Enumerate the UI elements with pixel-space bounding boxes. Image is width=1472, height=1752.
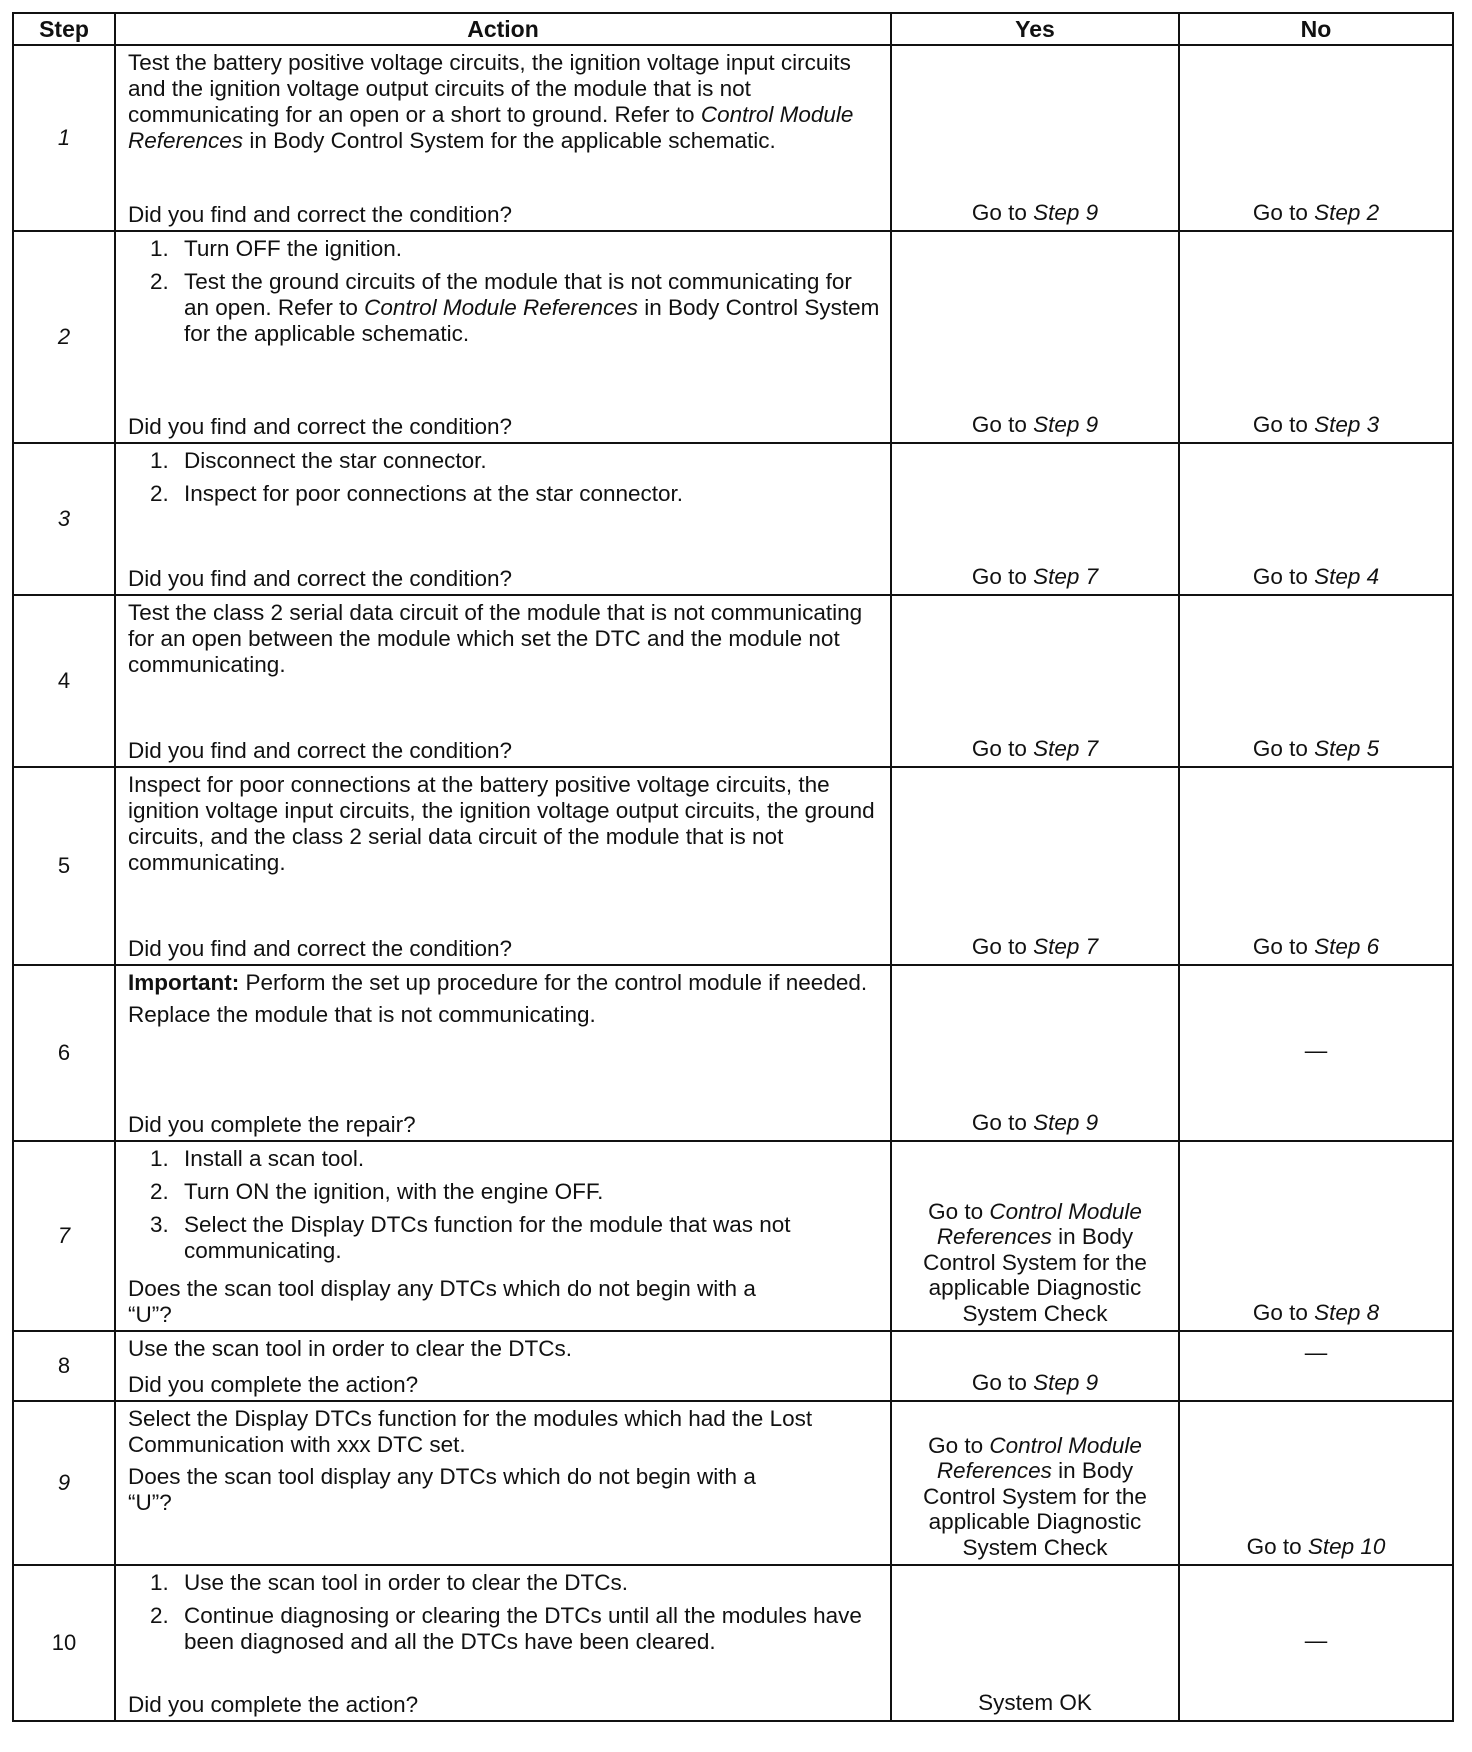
table-row: [13, 767, 1453, 965]
table-row: [13, 1401, 1453, 1565]
action-list: [128, 1570, 882, 1655]
step-number: 5: [13, 767, 115, 965]
action-question: Does the scan tool display any DTCs which do not begin with a “U”?: [128, 1464, 756, 1515]
action-question: Did you complete the action?: [128, 1692, 419, 1717]
yes-cell: Go to Control Module References in Body Control System for the applicable Diagnostic System Check: [891, 1141, 1179, 1331]
action-text: Use the scan tool in order to clear the DTCs.: [128, 1336, 572, 1361]
action-cell: [115, 1401, 891, 1565]
yes-cell: Go to Step 7: [891, 443, 1179, 595]
action-cell: [115, 595, 891, 767]
no-step-link: Step 6: [1314, 934, 1380, 959]
action-list: [128, 448, 882, 507]
table-row: [13, 1141, 1453, 1331]
yes-cell: Go to Step 9: [891, 1331, 1179, 1401]
action-cell: [115, 231, 891, 443]
no-cell: Go to Step 5: [1179, 595, 1453, 767]
action-cell: [115, 1141, 891, 1331]
no-step-link: Step 2: [1314, 200, 1380, 225]
yes-step-link: Step 7: [1033, 736, 1099, 761]
yes-cell: Go to Step 9: [891, 45, 1179, 231]
header-no: No: [1179, 13, 1453, 45]
yes-reference-link: Control Module References: [936, 1198, 1142, 1249]
action-text: Inspect for poor connections at the battery positive voltage circuits, the ignition voltage input circuits, the ignition voltage output circuits, the ground circuits, and the class 2 serial data circuit of the module that is not communicating.: [128, 772, 875, 875]
yes-step-link: Step 9: [1033, 1370, 1099, 1395]
yes-cell: Go to Step 7: [891, 595, 1179, 767]
step-number: 2: [13, 231, 115, 443]
no-cell: —: [1179, 1331, 1453, 1401]
action-text: Replace the module that is not communicating.: [128, 1002, 596, 1027]
no-cell: —: [1179, 1565, 1453, 1721]
action-cell: [115, 767, 891, 965]
yes-step-link: Step 7: [1033, 564, 1099, 589]
action-text: Test the class 2 serial data circuit of the module that is not communicating for an open between the module which set the DTC and the module not communicating.: [128, 600, 863, 677]
action-cell: [115, 45, 891, 231]
action-question: Did you find and correct the condition?: [128, 566, 512, 591]
step-number: 3: [13, 443, 115, 595]
action-text: Test the battery positive voltage circuits, the ignition voltage input circuits and the ignition voltage output circuits of the module that is not communicating for an open or a short to ground. Refer to Control Module References in Body Control System for the applicable schematic.: [128, 50, 854, 153]
action-question: Did you find and correct the condition?: [128, 738, 512, 763]
list-item: 2. Turn ON the ignition, with the engine OFF.: [150, 1179, 604, 1204]
yes-step-link: Step 7: [1033, 934, 1099, 959]
no-step-link: Step 4: [1314, 564, 1380, 589]
step-number: 9: [13, 1401, 115, 1565]
important-note: Important: Perform the set up procedure for the control module if needed.: [128, 970, 868, 995]
yes-cell: System OK: [891, 1565, 1179, 1721]
list-item: 1. Turn OFF the ignition.: [150, 236, 403, 261]
no-step-link: Step 5: [1314, 736, 1380, 761]
no-cell: Go to Step 2: [1179, 45, 1453, 231]
no-cell: Go to Step 10: [1179, 1401, 1453, 1565]
action-question: Did you find and correct the condition?: [128, 936, 512, 961]
header-row: [13, 13, 1453, 45]
list-item: 2. Continue diagnosing or clearing the DTCs until all the modules have been diagnosed and all the DTCs have been cleared.: [150, 1603, 862, 1654]
table-row: [13, 1565, 1453, 1721]
step-number: 10: [13, 1565, 115, 1721]
yes-reference-link: Control Module References: [936, 1432, 1142, 1483]
action-list: [128, 236, 882, 347]
step-number: 7: [13, 1141, 115, 1331]
list-item: 3. Select the Display DTCs function for the module that was not communicating.: [150, 1212, 791, 1263]
table-row: [13, 443, 1453, 595]
no-step-link: Step 3: [1314, 412, 1380, 437]
no-cell: Go to Step 8: [1179, 1141, 1453, 1331]
no-step-link: Step 8: [1314, 1300, 1380, 1325]
action-cell: [115, 443, 891, 595]
no-cell: —: [1179, 965, 1453, 1141]
no-cell: Go to Step 6: [1179, 767, 1453, 965]
action-question: Did you complete the repair?: [128, 1112, 416, 1137]
action-cell: [115, 1331, 891, 1401]
step-number: 4: [13, 595, 115, 767]
no-cell: Go to Step 4: [1179, 443, 1453, 595]
action-text: Select the Display DTCs function for the modules which had the Lost Communication with xxx DTC set.: [128, 1406, 813, 1457]
step-number: 8: [13, 1331, 115, 1401]
action-cell: [115, 1565, 891, 1721]
header-yes: Yes: [891, 13, 1179, 45]
no-step-link: Step 10: [1307, 1534, 1386, 1559]
yes-cell: Go to Step 9: [891, 965, 1179, 1141]
yes-step-link: Step 9: [1033, 1110, 1099, 1135]
step-number: 1: [13, 45, 115, 231]
table-row: [13, 45, 1453, 231]
header-step: Step: [13, 13, 115, 45]
table-row: [13, 595, 1453, 767]
action-list: [128, 1146, 882, 1264]
list-item: 1. Disconnect the star connector.: [150, 448, 487, 473]
list-item: 1. Use the scan tool in order to clear the DTCs.: [150, 1570, 628, 1595]
list-item: 2. Inspect for poor connections at the star connector.: [150, 481, 684, 506]
step-number: 6: [13, 965, 115, 1141]
yes-step-link: Step 9: [1033, 200, 1099, 225]
action-question: Did you complete the action?: [128, 1372, 419, 1397]
list-item: 2. Test the ground circuits of the module that is not communicating for an open. Refer to Control Module References in Body Control System for the applicable schematic.: [150, 269, 880, 346]
action-cell: [115, 965, 891, 1141]
diagnostic-table: [12, 12, 1454, 1722]
no-cell: Go to Step 3: [1179, 231, 1453, 443]
yes-cell: Go to Step 9: [891, 231, 1179, 443]
table-row: [13, 965, 1453, 1141]
table-row: [13, 231, 1453, 443]
yes-step-link: Step 9: [1033, 412, 1099, 437]
header-action: Action: [115, 13, 891, 45]
action-question: Did you find and correct the condition?: [128, 202, 512, 227]
action-question: Does the scan tool display any DTCs which do not begin with a “U”?: [128, 1276, 756, 1327]
action-question: Did you find and correct the condition?: [128, 414, 512, 439]
table-row: [13, 1331, 1453, 1401]
yes-cell: Go to Control Module References in Body Control System for the applicable Diagnostic System Check: [891, 1401, 1179, 1565]
yes-cell: Go to Step 7: [891, 767, 1179, 965]
list-item: 1. Install a scan tool.: [150, 1146, 365, 1171]
